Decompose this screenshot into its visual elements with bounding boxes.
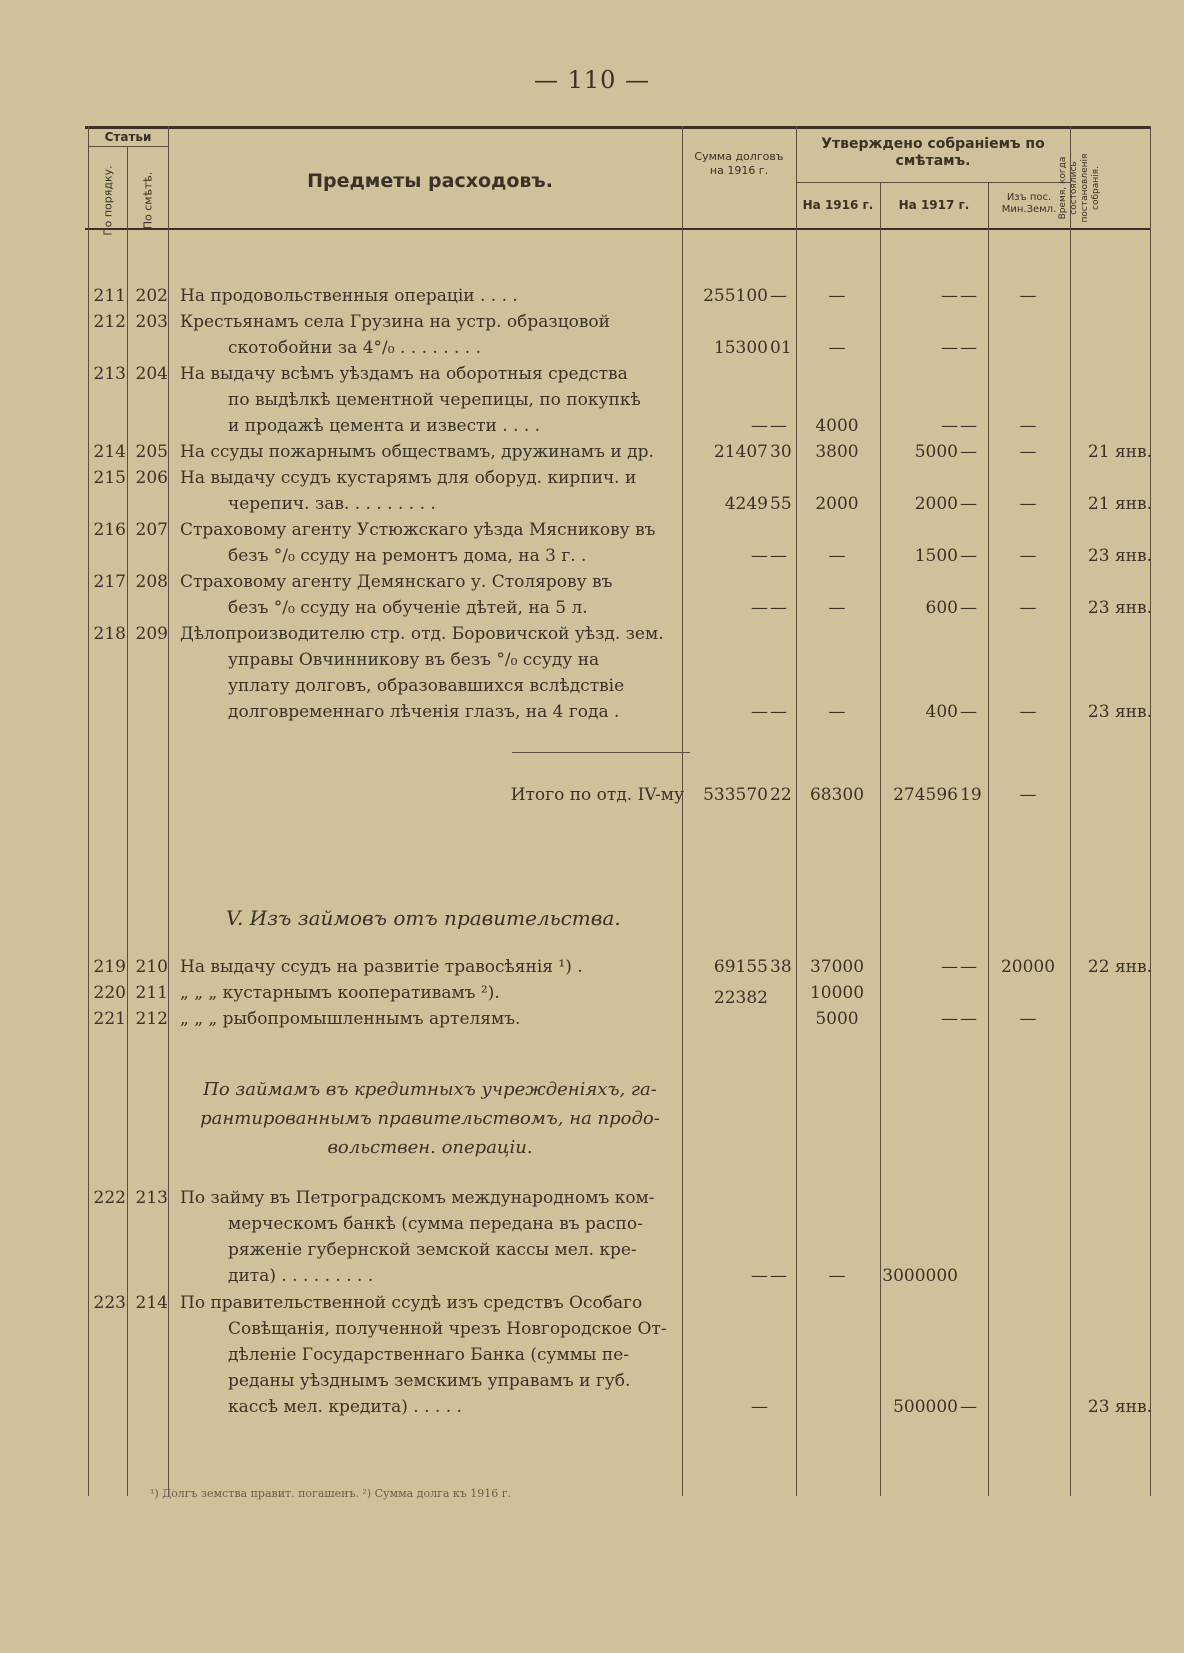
approved-1917-kopecks: — — [960, 598, 977, 618]
article-estimate-number: 205 — [135, 442, 168, 462]
expense-description-line: кассѣ мел. кредита) . . . . . — [228, 1397, 462, 1417]
expense-description-line: Крестьянамъ села Грузина на устр. образцовой — [180, 312, 610, 332]
approved-1917: 400 — [925, 702, 958, 722]
header-ministry: Изъ пос. Мин.Земл. — [1001, 192, 1057, 215]
expense-description-line: реданы уѣзднымъ земскимъ управамъ и губ. — [228, 1371, 631, 1391]
section-5-title: V. Изъ займовъ отъ правительства. — [226, 906, 621, 930]
approved-1917: — — [941, 1009, 958, 1029]
page-number: — 110 — — [533, 66, 651, 94]
table-row — [0, 361, 1184, 439]
table-row — [0, 1006, 1184, 1032]
table-row — [0, 465, 1184, 517]
expense-description-line: На продовольственныя операціи . . . . — [180, 286, 518, 306]
total-1917-kop: 19 — [960, 785, 982, 805]
table-row — [0, 1290, 1184, 1420]
article-order-number: 216 — [93, 520, 126, 540]
approved-1917-kopecks: — — [960, 416, 977, 436]
article-estimate-number: 204 — [135, 364, 168, 384]
article-order-number: 214 — [93, 442, 126, 462]
approved-1917: 3000000 — [882, 1266, 958, 1286]
article-estimate-number: 209 — [135, 624, 168, 644]
table-row — [0, 517, 1184, 569]
debt-rubles: 15300 — [713, 338, 768, 358]
expense-description-line: скотобойни за 4°/₀ . . . . . . . . — [228, 338, 482, 358]
debt-kopecks: — — [770, 286, 787, 306]
debt-rubles: 4249 — [724, 494, 768, 514]
total-label: Итого по отд. IV-му — [510, 785, 684, 805]
debt-rubles: 255100 — [703, 286, 768, 306]
ministry-amount: — — [1019, 442, 1037, 462]
article-estimate-number: 208 — [135, 572, 168, 592]
table-top-rule — [85, 126, 1151, 129]
resolution-date: 23 янв. — [1087, 702, 1152, 722]
article-estimate-number: 212 — [135, 1009, 168, 1029]
ministry-amount: — — [1019, 416, 1037, 436]
debt-kopecks: — — [770, 702, 787, 722]
approved-1917-kopecks: — — [960, 1009, 977, 1029]
approved-1917: — — [941, 286, 958, 306]
debt-rubles: — — [751, 416, 768, 436]
debt-kopecks: 55 — [770, 494, 792, 514]
approved-1916: — — [828, 546, 846, 566]
header-bottom-rule — [85, 228, 1151, 230]
approved-1917-kopecks: — — [960, 702, 977, 722]
debt-kopecks: 38 — [770, 957, 792, 977]
article-estimate-number: 206 — [135, 468, 168, 488]
header-time: Время, когда состоялись постановленія собранія. — [1058, 153, 1101, 223]
table-row — [0, 1185, 1184, 1289]
header-by-estimate: По смѣтѣ. — [141, 171, 155, 230]
resolution-date: 22 янв. — [1087, 957, 1152, 977]
approved-1916: 10000 — [809, 983, 865, 1003]
header-1916: На 1916 г. — [802, 198, 874, 212]
expense-description-line: По займу въ Петроградскомъ международномъ ком- — [180, 1188, 655, 1208]
table-row — [0, 283, 1184, 309]
resolution-date: 21 янв. — [1087, 494, 1152, 514]
approved-1917: 5000 — [914, 442, 958, 462]
debt-rubles: — — [751, 1266, 768, 1286]
expense-description-line: На ссуды пожарнымъ обществамъ, дружинамъ и др. — [180, 442, 654, 462]
approved-1916: 37000 — [809, 957, 865, 977]
approved-1916: — — [828, 338, 846, 358]
expense-description-line: „ „ „ рыбопромышленнымъ артелямъ. — [180, 1009, 521, 1029]
total-1917: 274596 — [893, 785, 958, 805]
expense-description-line: На выдачу ссудъ кустарямъ для оборуд. кирпич. и — [180, 468, 637, 488]
article-order-number: 218 — [93, 624, 126, 644]
debt-bracket-value: 22382 — [713, 988, 768, 1008]
debt-rubles: 21407 — [713, 442, 768, 462]
expense-description-line: и продажѣ цемента и извести . . . . — [228, 416, 541, 436]
expense-description-line: долговременнаго лѣченія глазъ, на 4 года . — [228, 702, 620, 722]
article-order-number: 220 — [93, 983, 126, 1003]
header-rule — [88, 146, 168, 147]
approved-1916: — — [828, 702, 846, 722]
expense-description-line: По правительственной ссудѣ изъ средствъ Особаго — [180, 1293, 643, 1313]
approved-1917-kopecks: — — [960, 1397, 977, 1417]
total-ministry: — — [1019, 785, 1037, 805]
table-row — [0, 439, 1184, 465]
table-row — [0, 621, 1184, 725]
ministry-amount: — — [1019, 286, 1037, 306]
header-1917: На 1917 г. — [898, 198, 970, 212]
resolution-date: 23 янв. — [1087, 546, 1152, 566]
approved-1917: 500000 — [893, 1397, 958, 1417]
loans-title-line: вольствен. операціи. — [327, 1137, 533, 1158]
article-order-number: 212 — [93, 312, 126, 332]
approved-1916: — — [828, 286, 846, 306]
debt-kopecks: — — [770, 598, 787, 618]
loans-title — [180, 1075, 680, 1162]
approved-1916: 2000 — [815, 494, 859, 514]
table-row — [0, 954, 1184, 980]
expense-description-line: по выдѣлкѣ цементной черепицы, по покупкѣ — [228, 390, 641, 410]
article-order-number: 221 — [93, 1009, 126, 1029]
approved-1917: 1500 — [914, 546, 958, 566]
total-1916: 68300 — [809, 785, 865, 805]
approved-1916: — — [828, 598, 846, 618]
expense-description-line: ряженіе губернской земской кассы мел. кре- — [228, 1240, 637, 1260]
approved-1917-kopecks: — — [960, 338, 977, 358]
ministry-amount: — — [1019, 598, 1037, 618]
article-order-number: 222 — [93, 1188, 126, 1208]
expense-description-line: мерческомъ банкѣ (сумма передана въ распо- — [228, 1214, 643, 1234]
approved-1917: — — [941, 338, 958, 358]
header-approved: Утверждено собраніемъ по смѣтамъ. — [821, 136, 1045, 169]
approved-1917: — — [941, 957, 958, 977]
article-order-number: 213 — [93, 364, 126, 384]
article-estimate-number: 214 — [135, 1293, 168, 1313]
debt-kopecks: — — [770, 546, 787, 566]
expense-description-line: „ „ „ кустарнымъ кооперативамъ ²). — [180, 983, 500, 1003]
article-estimate-number: 210 — [135, 957, 168, 977]
article-order-number: 217 — [93, 572, 126, 592]
loans-title-line: рантированнымъ правительствомъ, на продо- — [200, 1108, 660, 1129]
header-debt-sum: Сумма долговъ на 1916 г. — [694, 150, 784, 177]
header-articles: Статьи — [104, 130, 152, 144]
total-debt: 533570 — [703, 785, 768, 805]
approved-1917-kopecks: — — [960, 546, 977, 566]
total-debt-kop: 22 — [770, 785, 792, 805]
total-rule — [512, 752, 690, 753]
table-row — [0, 569, 1184, 621]
resolution-date: 23 янв. — [1087, 1397, 1152, 1417]
expense-description-line: дита) . . . . . . . . . — [228, 1266, 374, 1286]
expense-description-line: безъ °/₀ ссуду на ремонтъ дома, на 3 г. . — [228, 546, 587, 566]
loans-title-line: По займамъ въ кредитныхъ учрежденіяхъ, га- — [203, 1079, 657, 1100]
ministry-amount: — — [1019, 702, 1037, 722]
debt-kopecks: — — [770, 416, 787, 436]
article-order-number: 223 — [93, 1293, 126, 1313]
approved-1917: 2000 — [914, 494, 958, 514]
expense-description-line: Страховому агенту Демянскаго у. Столярову въ — [180, 572, 613, 592]
approved-1916: 3800 — [815, 442, 859, 462]
debt-rubles: — — [751, 702, 768, 722]
expense-description-line: дѣленіе Государственнаго Банка (суммы пе- — [228, 1345, 630, 1365]
ministry-amount: — — [1019, 494, 1037, 514]
article-order-number: 215 — [93, 468, 126, 488]
header-rule — [796, 182, 1070, 183]
expense-description-line: Страховому агенту Устюжскаго уѣзда Мясникову въ — [180, 520, 656, 540]
debt-rubles: 69155 — [713, 957, 768, 977]
header-by-order: По порядку. — [101, 165, 115, 236]
article-estimate-number: 202 — [135, 286, 168, 306]
expense-description-line: уплату долговъ, образовавшихся вслѣдствіе — [228, 676, 625, 696]
approved-1917-kopecks: — — [960, 494, 977, 514]
article-order-number: 211 — [93, 286, 126, 306]
article-estimate-number: 207 — [135, 520, 168, 540]
approved-1916: 5000 — [815, 1009, 859, 1029]
expense-description-line: черепич. зав. . . . . . . . . — [228, 494, 436, 514]
article-estimate-number: 203 — [135, 312, 168, 332]
debt-rubles: — — [751, 1397, 768, 1417]
expense-description-line: На выдачу всѣмъ уѣздамъ на оборотныя средства — [180, 364, 628, 384]
expense-description-line: управы Овчинникову въ безъ °/₀ ссуду на — [228, 650, 600, 670]
debt-kopecks: 30 — [770, 442, 792, 462]
resolution-date: 23 янв. — [1087, 598, 1152, 618]
approved-1917-kopecks: — — [960, 286, 977, 306]
approved-1916: — — [828, 1266, 846, 1286]
expense-description-line: Совѣщанія, полученной чрезъ Новгородское От- — [228, 1319, 667, 1339]
debt-rubles: — — [751, 546, 768, 566]
ministry-amount: — — [1019, 1009, 1037, 1029]
expense-description-line: Дѣлопроизводителю стр. отд. Боровичской уѣзд. зем. — [180, 624, 664, 644]
table-row — [0, 309, 1184, 361]
debt-kopecks: — — [770, 1266, 787, 1286]
debt-rubles: — — [751, 598, 768, 618]
article-order-number: 219 — [93, 957, 126, 977]
article-estimate-number: 213 — [135, 1188, 168, 1208]
approved-1917: 600 — [925, 598, 958, 618]
approved-1916: 4000 — [815, 416, 859, 436]
header-subjects: Предметы расходовъ. — [307, 170, 553, 192]
expense-description-line: На выдачу ссудъ на развитіе травосѣянія ¹) . — [180, 957, 583, 977]
article-estimate-number: 211 — [135, 983, 168, 1003]
resolution-date: 21 янв. — [1087, 442, 1152, 462]
ministry-amount: 20000 — [1000, 957, 1056, 977]
footnote: ¹) Долгъ земства правит. погашенъ. ²) Сумма долга къ 1916 г. — [150, 1487, 512, 1500]
table-row — [0, 980, 1184, 1006]
approved-1917-kopecks: — — [960, 957, 977, 977]
debt-kopecks: 01 — [770, 338, 792, 358]
approved-1917-kopecks: — — [960, 442, 977, 462]
ministry-amount: — — [1019, 546, 1037, 566]
expense-description-line: безъ °/₀ ссуду на обученіе дѣтей, на 5 л. — [228, 598, 588, 618]
approved-1917: — — [941, 416, 958, 436]
